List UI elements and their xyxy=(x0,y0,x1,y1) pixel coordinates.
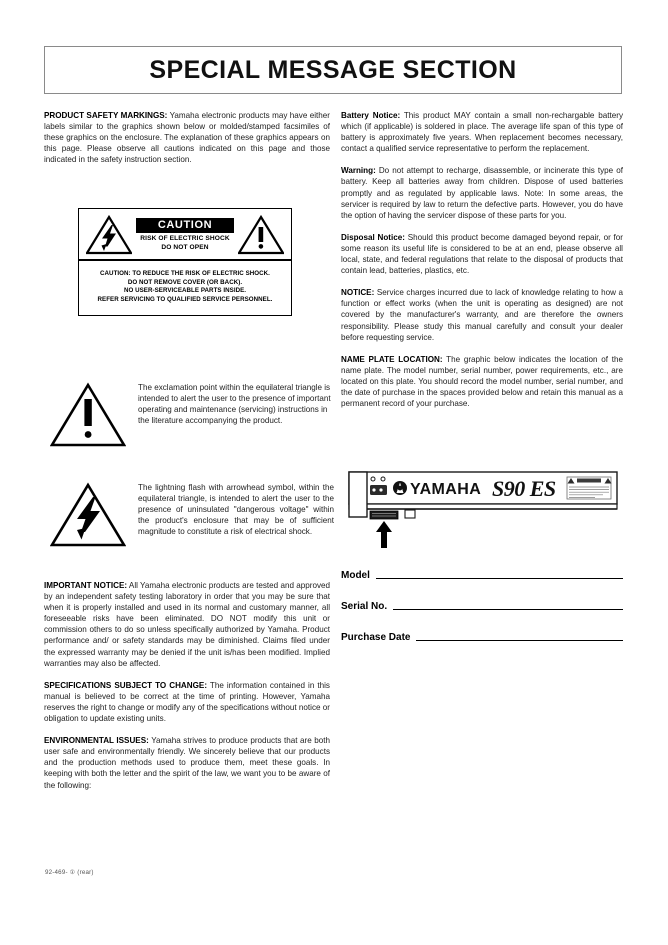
caution-graphic-block xyxy=(78,208,292,316)
paragraph-important-notice xyxy=(44,580,330,669)
caution-top-row xyxy=(79,209,291,259)
paragraph-body: Service charges incurred due to lack of knowledge relating to how a function or effect works (when the unit is operating as designed) are not covered by the manufacturer's warranty, and are therefore the owners responsibility. Please study this manual carefully and consult your dealer before requesting service. xyxy=(341,288,623,342)
caution-bottom-text xyxy=(79,261,291,315)
exclamation-triangle-icon xyxy=(50,382,126,448)
paragraph-lead: Warning: xyxy=(341,166,376,176)
paragraph-body: Do not attempt to recharge, disassemble, or incinerate this type of battery. Keep all batteries away from children. Dispose of used batteries promptly and as regulated by applicable laws. Note: In some areas, the servicer is required by law to return the defective parts. However, you do have the option of having the servicer dispose of these parts for you. xyxy=(341,166,623,220)
name-plate-label xyxy=(567,477,612,499)
paragraph-lead: IMPORTANT NOTICE: xyxy=(44,581,128,590)
product-rear-panel-illustration xyxy=(345,468,621,554)
record-row-model xyxy=(341,568,623,582)
brand-wordmark: YAMAHA xyxy=(410,481,482,498)
name-plate-location-marker xyxy=(370,511,398,519)
footer-code: 92-469- ① (rear) xyxy=(45,869,94,876)
record-write-in-line[interactable] xyxy=(376,578,623,579)
caution-subtext-line1: RISK OF ELECTRIC SHOCK xyxy=(140,235,230,243)
paragraph-body: All Yamaha electronic products are tested and approved by an independent safety testing laboratory in order that you may be sure that when it is properly installed and used in its normal and customary manner, all foreseeable risks have been eliminated. DO NOT modify this unit or commission others to do so unless specifically authorized by Yamaha. Product performance and/ or safety standards may be diminished. Claims filed under the expressed warranty may be denied if the unit is/has been modified. Implied warranties may also be affected. xyxy=(44,581,331,668)
paragraph-body: The information contained in this manual is believed to be correct at the time of printing. However, Yamaha reserves the right to change or modify any of the specifications without notice or obligation to update existing units. xyxy=(44,680,330,724)
model-wordmark: S90 ES xyxy=(492,476,556,501)
paragraph-body: Yamaha electronic products may have either labels similar to the graphics shown below or molded/stamped facsimiles of these graphics on the enclosure. The explanation of these graphics appears on this page. Please observe all cautions indicated on this page and those indicated in the safety instruction section. xyxy=(44,111,330,165)
paragraph-body: This product MAY contain a small non-rechargable battery which (if applicable) is soldered in place. The average life span of this type of battery is approximately five years. When replacement becomes necessary, contact a qualified service representative to perform the replacement. xyxy=(341,111,623,154)
record-label: Model xyxy=(341,570,370,581)
caution-bottom-line-3: NO USER-SERVICEABLE PARTS INSIDE. xyxy=(123,287,247,295)
paragraph-body: Yamaha strives to produce products that are both user safe and environmentally friendly. We sincerely believe that our products and the production methods used to produce them, meet these goals. In keeping with both the letter and the spirit of the law, we want you to be aware of the following: xyxy=(44,736,331,790)
page-title: SPECIAL MESSAGE SECTION xyxy=(149,55,517,84)
paragraph-lead: SPECIFICATIONS SUBJECT TO CHANGE: xyxy=(44,680,208,690)
caution-label-block xyxy=(136,218,234,252)
page-title-banner xyxy=(44,46,622,94)
bottom-notices xyxy=(44,580,330,802)
paragraph-product-safety-markings xyxy=(44,110,330,165)
paragraph-lead: Disposal Notice: xyxy=(341,232,405,242)
paragraph-disposal-notice xyxy=(341,232,623,276)
record-write-in-line[interactable] xyxy=(393,609,623,610)
paragraph-specifications-subject-to-change xyxy=(44,680,330,724)
record-label: Purchase Date xyxy=(341,632,411,643)
caution-outer-box xyxy=(78,208,292,316)
caution-bottom-line-2: DO NOT REMOVE COVER (OR BACK). xyxy=(127,278,243,286)
product-record-fields xyxy=(341,568,623,661)
lightning-bolt-triangle-icon xyxy=(86,215,132,255)
paragraph-battery-notice xyxy=(341,110,623,154)
lightning-bolt-triangle-icon xyxy=(50,482,126,548)
caution-subtext-line2: DO NOT OPEN xyxy=(161,243,209,251)
symbol-explanation-lightning xyxy=(50,482,334,548)
exclamation-triangle-icon xyxy=(238,215,284,255)
record-label: Serial No. xyxy=(341,601,388,612)
symbol-explanation-exclamation xyxy=(50,382,334,448)
right-column xyxy=(341,110,623,420)
paragraph-lead: NAME PLATE LOCATION: xyxy=(341,354,443,364)
record-row-serial-no xyxy=(341,599,623,613)
symbol-explanation-text: The exclamation point within the equilateral triangle is intended to alert the user to the presence of important operating and maintenance (servicing) instructions in the literature accompanying the product. xyxy=(138,383,331,426)
caution-bottom-line-4: REFER SERVICING TO QUALIFIED SERVICE PERSONNEL. xyxy=(97,295,273,303)
record-row-purchase-date xyxy=(341,630,623,644)
paragraph-lead: Battery Notice: xyxy=(341,111,401,120)
caution-heading: CAUTION xyxy=(136,218,234,233)
record-write-in-line[interactable] xyxy=(416,640,623,641)
caution-bottom-line-1: CAUTION: TO REDUCE THE RISK OF ELECTRIC SHOCK. xyxy=(100,270,270,277)
paragraph-notice xyxy=(341,287,623,342)
paragraph-body: The graphic below indicates the location of the name plate. The model number, serial number, power requirements, etc., are located on this plate. You should record the model number, serial number, and the date of purchase in the spaces provided below and retain this manual as a permanent record of your purchase. xyxy=(341,354,623,409)
paragraph-environmental-issues xyxy=(44,735,330,790)
paragraph-body: Should this product become damaged beyond repair, or for some reason its useful life is considered to be at an end, please observe all local, state, and federal regulations that relate to the disposal of products that contain lead, batteries, plastics, etc. xyxy=(341,232,623,276)
symbol-explanation-text: The lightning flash with arrowhead symbol, within the equilateral triangle, is intended to alert the user to the presence of uninsulated "dangerous voltage" within the product's enclosure that may be of sufficient magnitude to constitute a risk of electrical shock. xyxy=(138,483,334,537)
paragraph-warning xyxy=(341,165,623,220)
up-arrow-icon xyxy=(376,521,392,548)
paragraph-lead: PRODUCT SAFETY MARKINGS: xyxy=(44,111,168,120)
paragraph-lead: ENVIRONMENTAL ISSUES: xyxy=(44,736,149,746)
left-column xyxy=(44,110,330,176)
paragraph-name-plate-location xyxy=(341,354,623,409)
paragraph-lead: NOTICE: xyxy=(341,288,375,298)
